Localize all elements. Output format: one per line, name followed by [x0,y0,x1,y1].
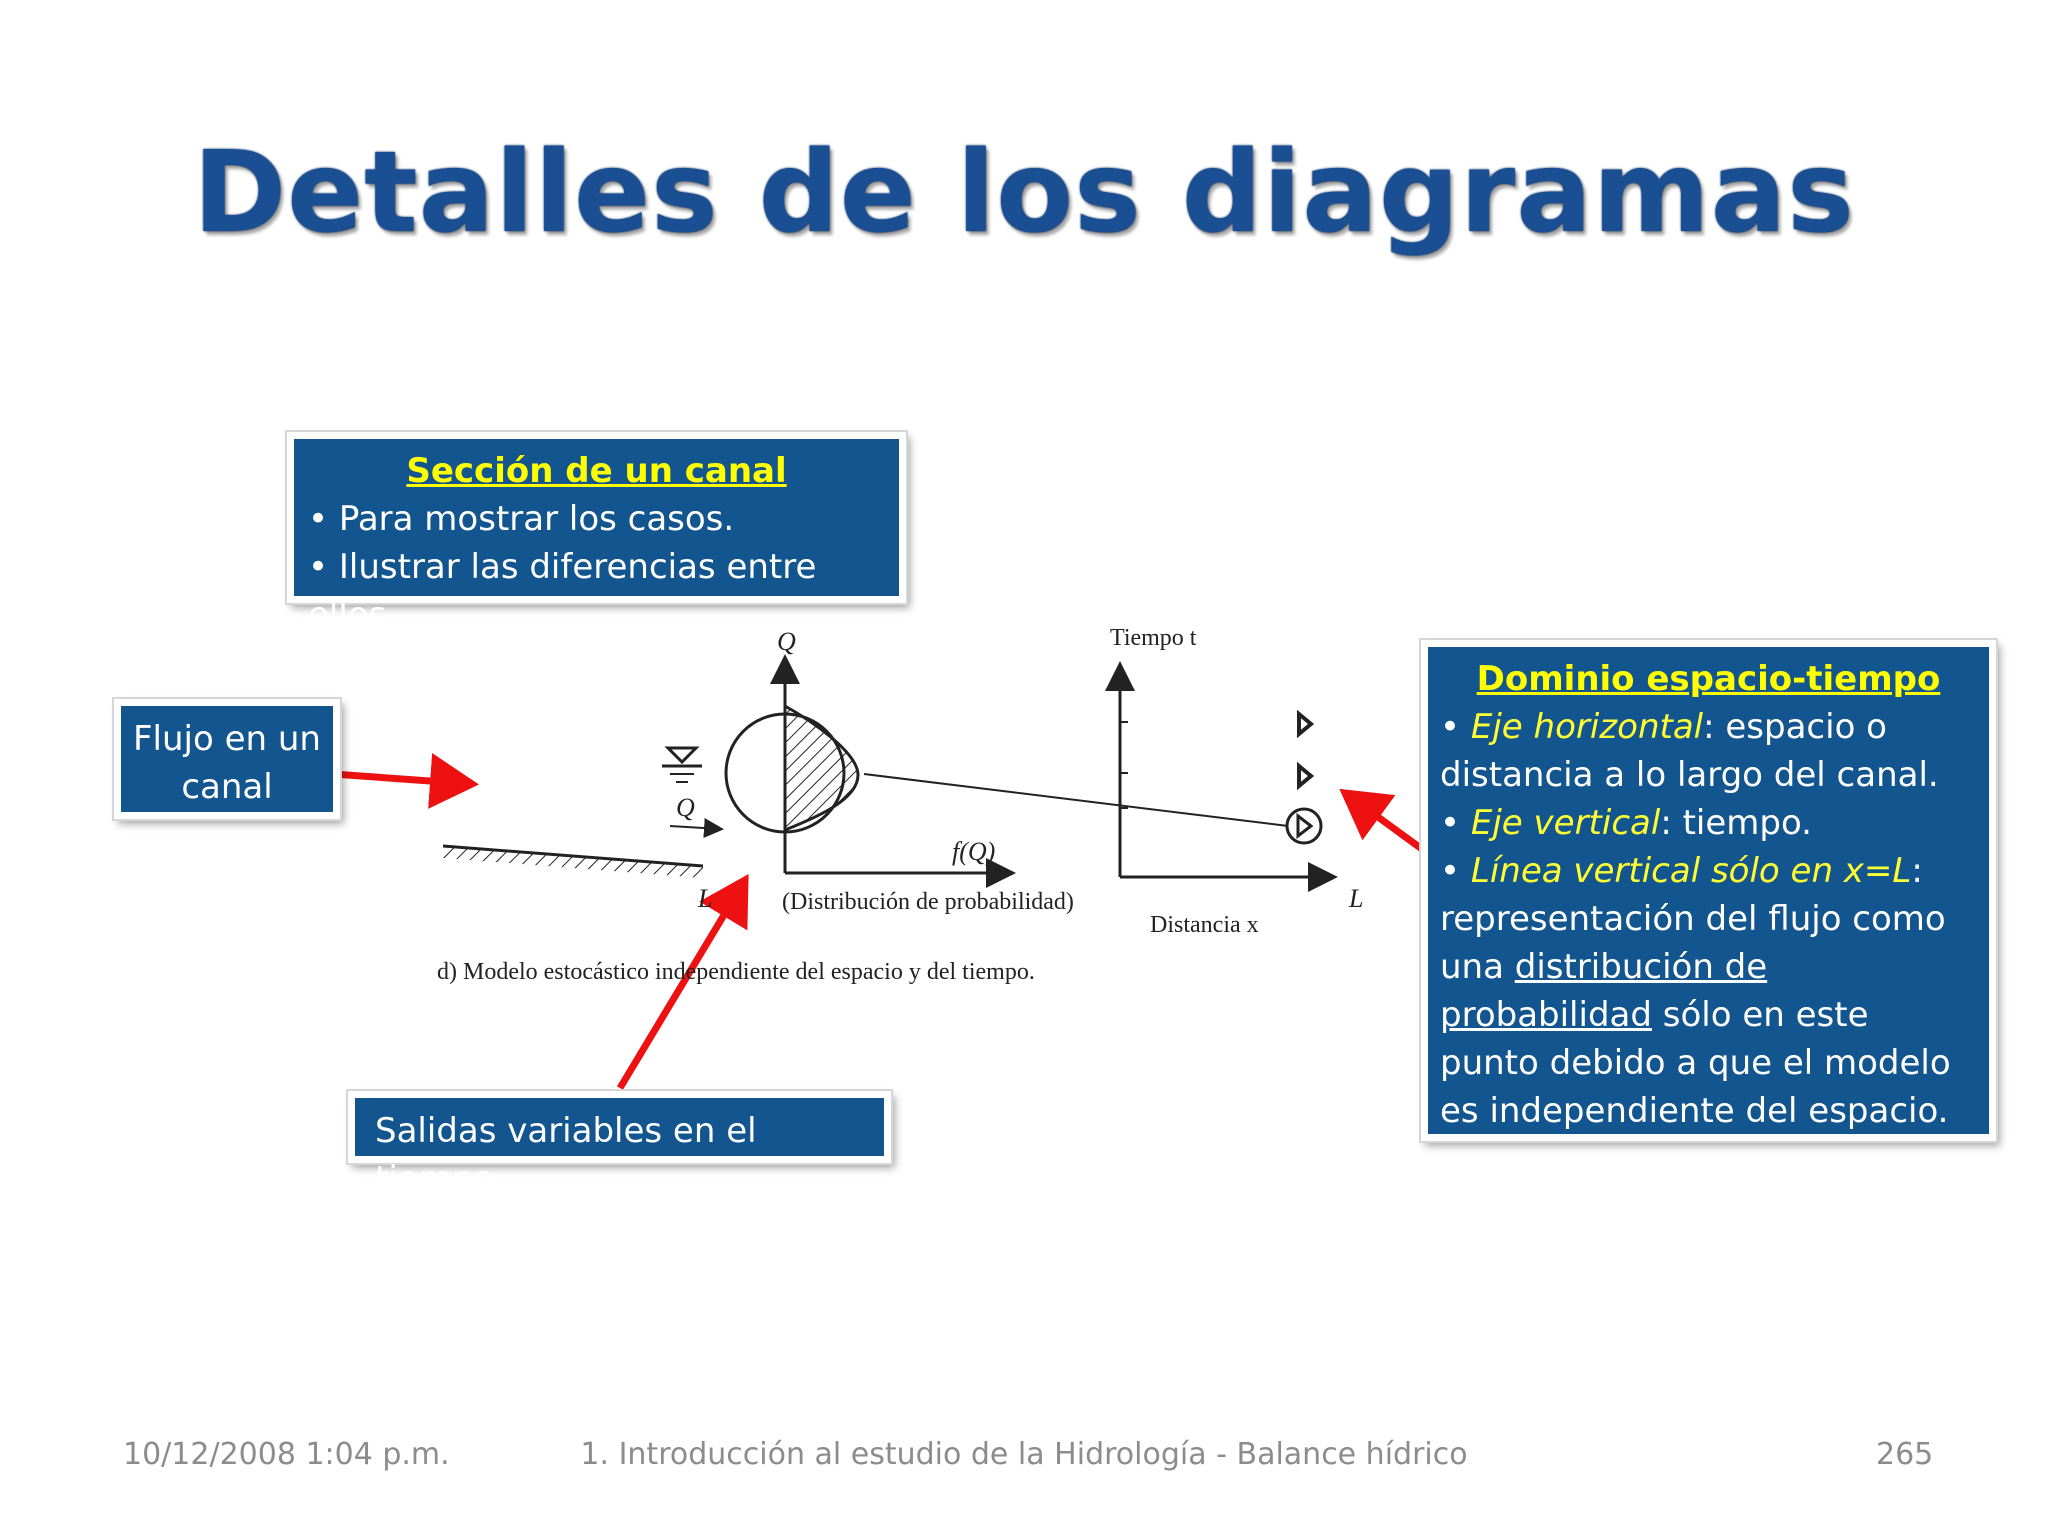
callout-dominio-bullet-vertical: • Eje vertical: tiempo. [1440,803,1812,843]
callout-seccion-heading: Sección de un canal [406,451,787,491]
label-distribucion: (Distribución de probabilidad) [782,889,1074,915]
callout-seccion-bullet: • Ilustrar las diferencias entre ellos. [308,547,817,635]
footer-date: 10/12/2008 1:04 p.m. [123,1437,450,1472]
output-markers [1287,714,1321,843]
label-q-flow: Q [676,793,695,822]
callout-flujo-line1: Flujo en un [133,719,321,759]
footer-page-number: 265 [1876,1437,1934,1472]
callout-dominio-heading: Dominio espacio-tiempo [1476,659,1941,699]
callout-flujo [114,699,340,819]
probability-curve [785,706,858,830]
callout-flujo-line2: canal [181,767,273,807]
page-title: Detalles de los diagramas [193,128,1855,258]
flow-arrow [670,826,720,829]
callout-dominio-bullet-horizontal: • Eje horizontal: espacio o distancia a lo largo del canal. [1440,707,1939,795]
label-q-axis: Q [777,627,796,656]
callout-dominio [1421,640,1996,1141]
callout-seccion-bullet: • Para mostrar los casos. [308,499,735,539]
distribucion-link: distribución de probabilidad [1440,947,1768,1035]
callout-seccion [287,432,906,635]
callout-dominio-bullet-linea: • Línea vertical sólo en x=L: representación del flujo como una distribución de probabilidad sólo en este punto debido a que el modelo es independiente del espacio. [1440,851,1951,1131]
figure-caption: d) Modelo estocástico independiente del espacio y del tiempo. [437,959,1035,985]
label-fq: f(Q) [952,837,996,866]
footer-course: 1. Introducción al estudio de la Hidrología - Balance hídrico [580,1437,1468,1472]
channel-bed [443,846,703,878]
label-l-right: L [1349,884,1364,913]
label-l-left: L [698,884,713,913]
water-level-icon [662,748,702,782]
label-tiempo: Tiempo t [1110,625,1197,651]
callout-salidas-text: Salidas variables en el tiempo. [375,1111,757,1199]
callout-salidas [348,1091,891,1199]
connector-line [864,774,1288,826]
label-distancia: Distancia x [1150,912,1259,938]
